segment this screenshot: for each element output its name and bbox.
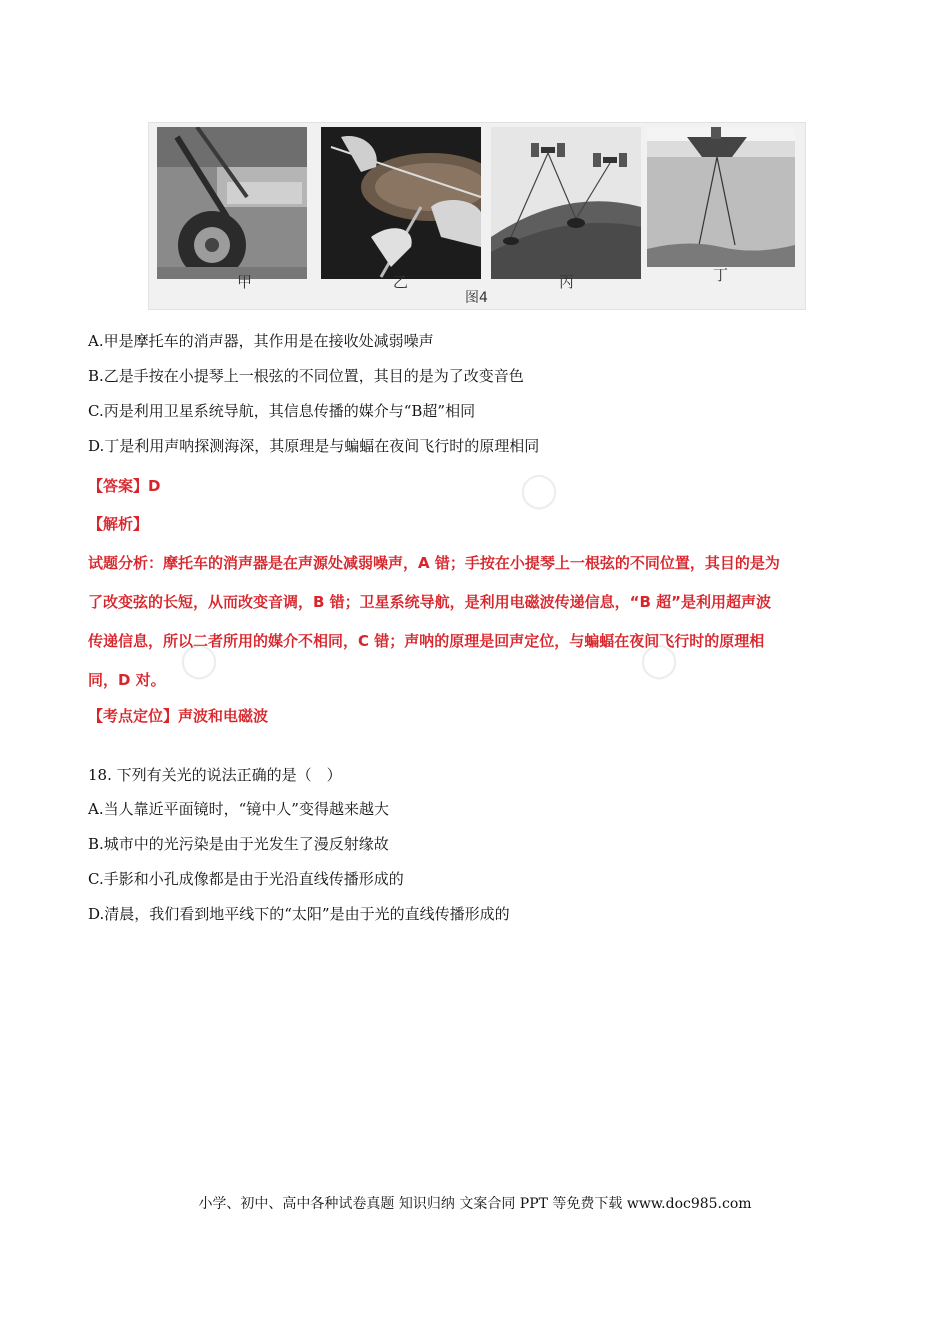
caption-jia: 甲 [237, 273, 253, 291]
caption-bing: 丙 [559, 273, 575, 291]
figure-4 [148, 122, 806, 310]
kaodian-label: 【考点定位】声波和电磁波 [88, 707, 269, 725]
sonar-depth-image [647, 127, 795, 279]
caption-yi: 乙 [393, 273, 409, 291]
option-c: C.丙是利用卫星系统导航，其信息传播的媒介与“B超”相同 [88, 402, 476, 420]
watermark-stamp: ◯ [520, 470, 559, 510]
option-b: B.乙是手按在小提琴上一根弦的不同位置，其目的是为了改变音色 [88, 367, 524, 385]
analysis-title: 【解析】 [88, 515, 149, 533]
analysis-line-1: 试题分析：摩托车的消声器是在声源处减弱噪声，A 错；手按在小提琴上一根弦的不同位置，其目的是为 [88, 554, 780, 572]
answer-label: 【答案】D [88, 477, 161, 495]
option-d: D.丁是利用声呐探测海深，其原理是与蝙蝠在夜间飞行时的原理相同 [88, 437, 540, 455]
watermark-stamp: ◯ [640, 640, 679, 680]
watermark-stamp: ◯ [180, 640, 219, 680]
figure-title: 图4 [465, 290, 488, 306]
violin-image [321, 127, 481, 279]
option-a: A.甲是摩托车的消声器，其作用是在接收处减弱噪声 [88, 332, 434, 350]
q18-option-a: A.当人靠近平面镜时，“镜中人”变得越来越大 [88, 800, 389, 818]
question-18-stem: 18. 下列有关光的说法正确的是（ ） [88, 766, 342, 784]
q18-option-c: C.手影和小孔成像都是由于光沿直线传播形成的 [88, 870, 404, 888]
satellite-navigation-image [491, 127, 641, 279]
motorcycle-muffler-image [157, 127, 307, 279]
q18-option-d: D.清晨，我们看到地平线下的“太阳”是由于光的直线传播形成的 [88, 905, 510, 923]
analysis-line-4: 同，D 对。 [88, 671, 166, 689]
analysis-line-3: 传递信息，所以二者所用的媒介不相同，C 错；声呐的原理是回声定位，与蝙蝠在夜间飞行时的原理相 [88, 632, 765, 650]
page-footer: 小学、初中、高中各种试卷真题 知识归纳 文案合同 PPT 等免费下载 www.doc985.com [198, 1196, 752, 1212]
q18-option-b: B.城市中的光污染是由于光发生了漫反射缘故 [88, 835, 389, 853]
caption-ding: 丁 [713, 266, 729, 284]
analysis-line-2: 了改变弦的长短，从而改变音调，B 错；卫星系统导航，是利用电磁波传递信息，“B 超”是利用超声波 [88, 593, 772, 611]
